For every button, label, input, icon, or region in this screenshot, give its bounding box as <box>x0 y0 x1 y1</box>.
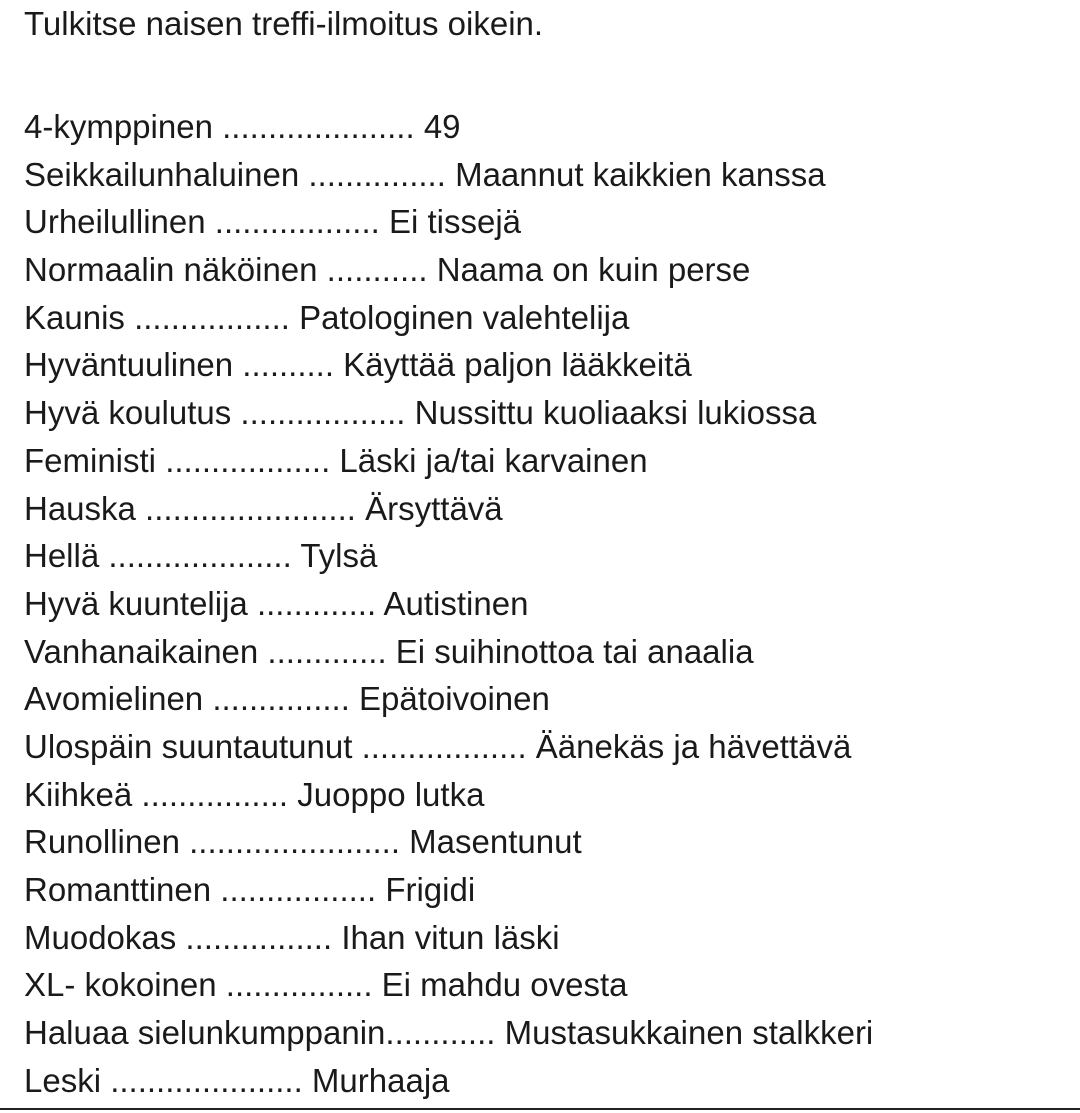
entry-dots: .................. <box>205 203 389 241</box>
entry-term: Vanhanaikainen <box>24 632 259 670</box>
entry-term: Seikkailunhaluinen <box>24 155 300 193</box>
list-item <box>24 628 1074 676</box>
entry-dots: .................. <box>156 441 340 479</box>
entry-meaning: Autistinen <box>383 584 529 622</box>
entry-dots: ................ <box>216 966 382 1004</box>
entry-term: Leski <box>24 1061 102 1099</box>
entry-meaning: Frigidi <box>385 871 476 908</box>
entry-term: Ulospäin suuntautunut <box>24 727 353 765</box>
entry-dots: ............. <box>258 632 396 670</box>
entry-meaning: 49 <box>423 108 461 145</box>
entry-meaning: Juoppo lutka <box>297 775 485 813</box>
list-item <box>24 532 1074 580</box>
list-item <box>24 485 1074 533</box>
entry-meaning: Epätoivoinen <box>359 680 550 718</box>
list-item <box>24 246 1074 294</box>
entry-dots: .................. <box>231 394 415 432</box>
list-item <box>24 389 1074 437</box>
entry-term: 4-kymppinen <box>24 108 213 145</box>
entry-term: XL- kokoinen <box>24 966 217 1004</box>
entry-meaning: Nussittu kuoliaaksi lukiossa <box>414 394 817 432</box>
list-item <box>24 914 1074 962</box>
entry-dots: ............... <box>299 155 456 193</box>
entry-meaning: Murhaaja <box>311 1061 450 1099</box>
entry-dots: ................ <box>176 918 342 956</box>
entry-term: Muodokas <box>24 918 177 956</box>
entry-term: Normaalin näköinen <box>24 251 318 289</box>
list-item <box>24 723 1074 771</box>
entry-meaning: Ei tissejä <box>388 203 522 241</box>
entry-meaning: Mustasukkainen stalkkeri <box>504 1014 874 1052</box>
entry-meaning: Tylsä <box>300 537 378 575</box>
entry-term: Hellä <box>24 537 100 575</box>
list-item <box>24 198 1074 246</box>
list-item <box>24 961 1074 1009</box>
entry-dots: ............ <box>385 1014 505 1052</box>
entry-meaning: Ei suihinottoa tai anaalia <box>395 632 754 670</box>
entry-dots: ............... <box>203 680 360 718</box>
entry-term: Runollinen <box>24 823 180 861</box>
entry-meaning: Naama on kuin perse <box>436 251 751 289</box>
entry-term: Urheilullinen <box>24 203 206 241</box>
list-item <box>24 294 1074 342</box>
list-item <box>24 675 1074 723</box>
entry-term: Hyvä koulutus <box>24 394 232 432</box>
entry-term: Kaunis <box>24 298 125 336</box>
entry-term: Hauska <box>24 489 136 527</box>
list-item <box>24 341 1074 389</box>
entry-meaning: Äänekäs ja hävettävä <box>535 727 852 765</box>
entry-dots: ....................... <box>135 489 366 527</box>
list-item <box>24 818 1074 866</box>
entry-term: Romanttinen <box>24 871 212 908</box>
entry-meaning: Käyttää paljon lääkkeitä <box>343 346 692 384</box>
entry-term: Kiihkeä <box>24 775 133 813</box>
entry-dots: ................ <box>132 775 298 813</box>
interpretation-list <box>24 103 1074 1104</box>
entry-term: Avomielinen <box>24 680 204 718</box>
entry-meaning: Ihan vitun läski <box>341 918 560 956</box>
document-title: Tulkitse naisen treffi-ilmoitus oikein. <box>24 5 544 42</box>
entry-meaning: Masentunut <box>409 823 582 861</box>
list-item <box>24 1009 1074 1057</box>
entry-dots: ................. <box>124 298 300 336</box>
entry-term: Haluaa sielunkumppanin <box>24 1014 386 1052</box>
entry-dots: .................... <box>99 537 301 575</box>
entry-meaning: Maannut kaikkien kanssa <box>455 155 826 193</box>
entry-meaning: Patologinen valehtelija <box>299 298 630 336</box>
entry-dots: ....................... <box>179 823 410 861</box>
list-item <box>24 151 1074 199</box>
entry-meaning: Ei mahdu ovesta <box>381 966 628 1004</box>
entry-term: Hyväntuulinen <box>24 346 234 384</box>
entry-term: Feministi <box>24 441 157 479</box>
list-item <box>24 866 1074 914</box>
document <box>24 0 1074 1104</box>
list-item <box>24 771 1074 819</box>
entry-dots: ........... <box>317 251 437 289</box>
entry-dots: ..................... <box>101 1061 312 1099</box>
entry-dots: ............. <box>247 584 384 622</box>
entry-dots: .......... <box>233 346 344 384</box>
bottom-divider <box>0 1108 1080 1110</box>
entry-meaning: Ärsyttävä <box>365 489 503 527</box>
list-item <box>24 437 1074 485</box>
entry-dots: ................. <box>211 871 386 908</box>
spacer <box>24 48 1074 103</box>
entry-dots: ..................... <box>212 108 424 145</box>
entry-term: Hyvä kuuntelija <box>24 584 248 622</box>
entry-dots: .................. <box>352 727 536 765</box>
entry-meaning: Läski ja/tai karvainen <box>339 441 648 479</box>
list-item <box>24 1057 1074 1105</box>
list-item <box>24 103 1074 151</box>
list-item <box>24 580 1074 628</box>
